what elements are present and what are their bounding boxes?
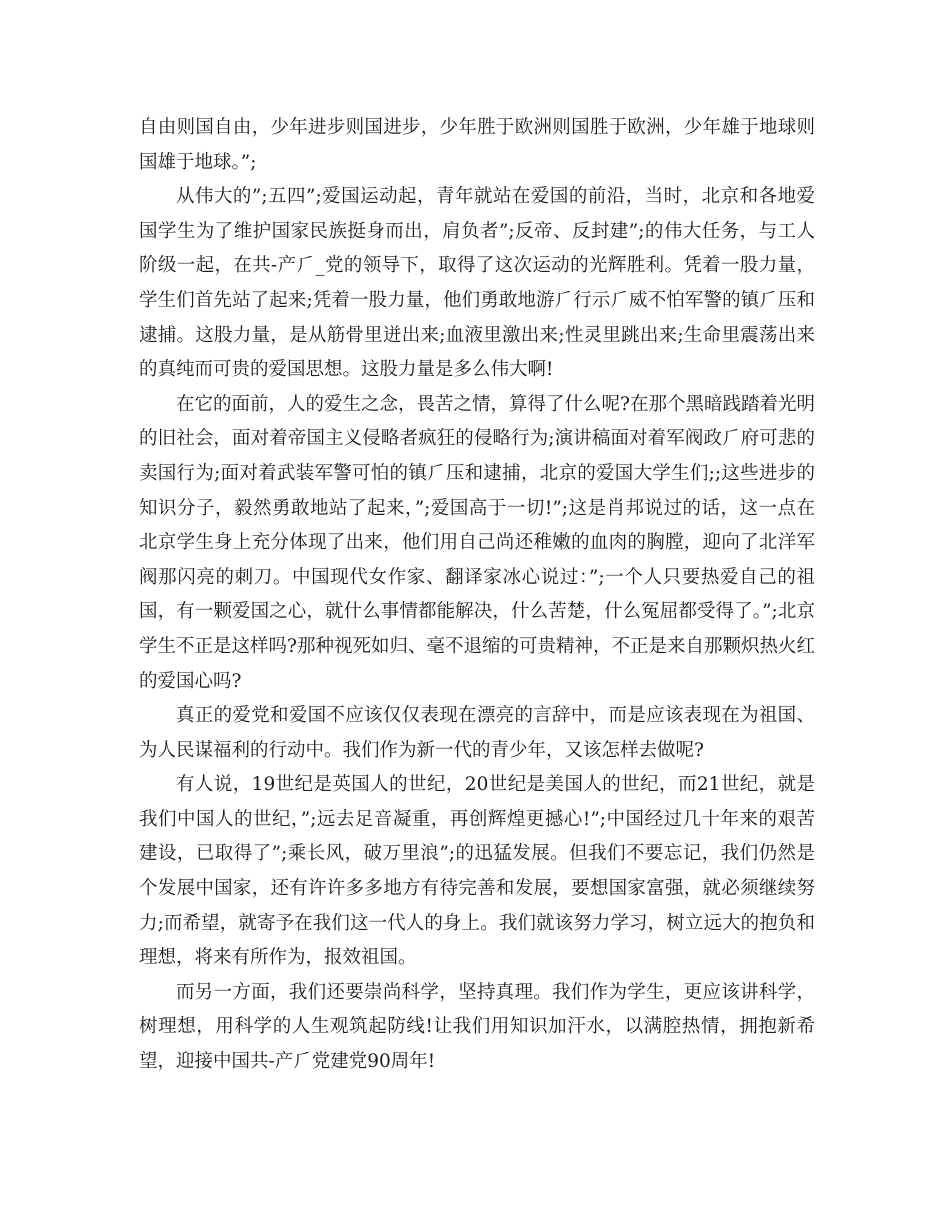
paragraph-6: 而另一方面，我们还要崇尚科学，坚持真理。我们作为学生，更应该讲科学，树理想，用科学的人生观筑起防线!让我们用知识加汗水，以满腔热情，拥抱新希望，迎接中国共-产⺁党建党90周年! bbox=[139, 981, 815, 1073]
paragraph-3: 在它的面前，人的爱生之念，畏苦之情，算得了什么呢?在那个黑暗践踏着光明的旧社会，面对着帝国主义侵略者疯狂的侵略行为;演讲稿面对着军阀政⺁府可悲的卖国行为;面对着武装军警可怕的镇⺁压和逮捕，北京的爱国大学生们;;这些进步的知识分子，毅然勇敢地站了起来，”;爱国高于一切!”;这是肖邦说过的话，这一点在北京学生身上充分体现了出来，他们用自己尚还稚嫩的血肉的胸膛，迎向了北洋军阀那闪亮的刺刀。中国现代女作家、翻译家冰心说过：”;一个人只要热爱自己的祖国，有一颗爱国之心，就什么事情都能解决，什么苦楚，什么冤屈都受得了。”;北京学生不正是这样吗?那种视死如归、毫不退缩的可贵精神，不正是来自那颗炽热火红的爱国心吗? bbox=[139, 393, 815, 692]
paragraph-1: 自由则国自由，少年进步则国进步，少年胜于欧洲则国胜于欧洲，少年雄于地球则国雄于地球。”; bbox=[139, 117, 815, 173]
paragraph-5: 有人说，19世纪是英国人的世纪，20世纪是美国人的世纪，而21世纪，就是我们中国人的世纪，”;远去足音凝重，再创辉煌更撼心!”;中国经过几十年来的艰苦建设，已取得了”;乘长风，破万里浪”;的迅猛发展。但我们不要忘记，我们仍然是个发展中国家，还有许许多多地方有待完善和发展，要想国家富强，就必须继续努力;而希望，就寄予在我们这一代人的身上。我们就该努力学习，树立远大的抱负和理想，将来有所作为，报效祖国。 bbox=[139, 774, 815, 969]
paragraph-4: 真正的爱党和爱国不应该仅仅表现在漂亮的言辞中，而是应该表现在为祖国、为人民谋福利的行动中。我们作为新一代的青少年，又该怎样去做呢? bbox=[139, 705, 815, 761]
document-body bbox=[139, 111, 815, 1080]
paragraph-2: 从伟大的”;五四”;爱国运动起，青年就站在爱国的前沿，当时，北京和各地爱国学生为了维护国家民族挺身而出，肩负者”;反帝、反封建”;的伟大任务，与工人阶级一起，在共-产⺁_党的领导下，取得了这次运动的光辉胜利。凭着一股力量，学生们首先站了起来;凭着一股力量，他们勇敢地游⺁行示⺁威不怕军警的镇⺁压和逮捕。这股力量，是从筋骨里迸出来;血液里激出来;性灵里跳出来;生命里震荡出来的真纯而可贵的爱国思想。这股力量是多么伟大啊! bbox=[139, 186, 815, 381]
